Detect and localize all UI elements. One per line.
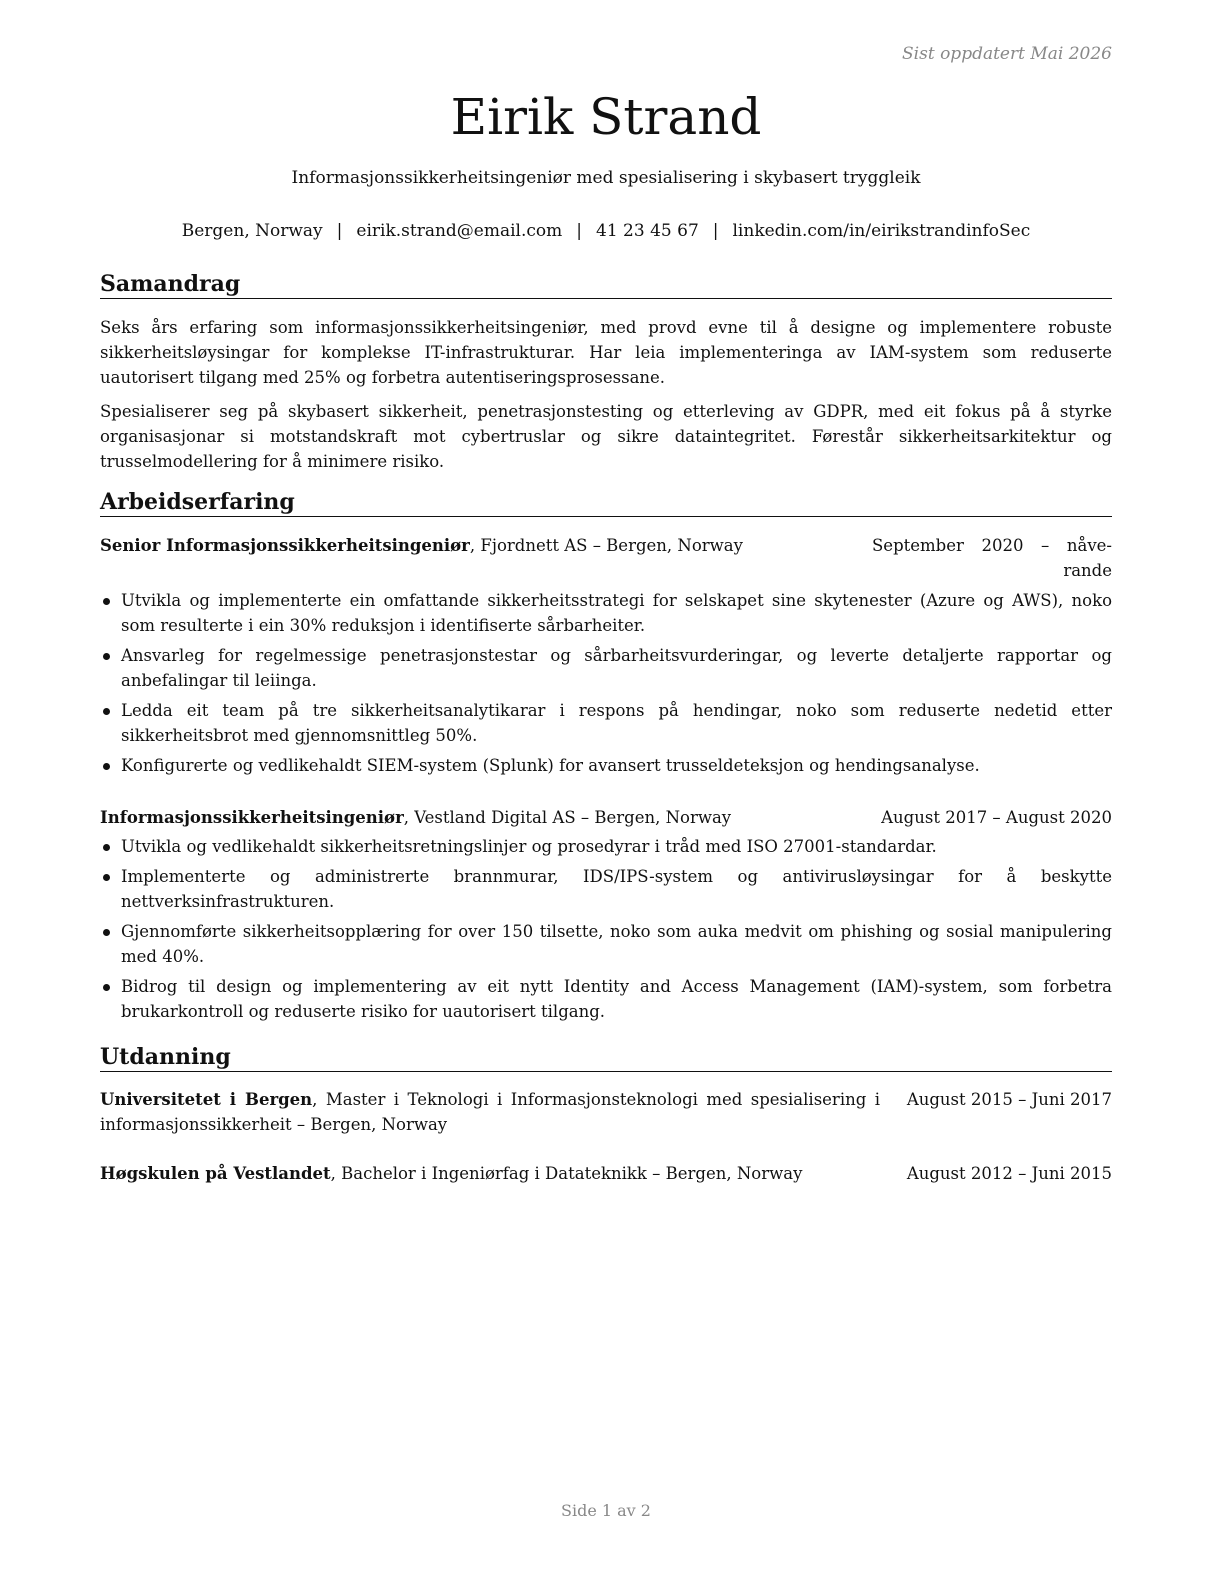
summary-paragraph: Spesialiserer seg på skybasert sikkerheit, penetrasjonstesting og etterleving av GDPR, med eit fokus på å styrke organisasjonar si motstandskraft mot cybertruslar og sikre dataintegritet. Førestår sikkerheitsarkitektur og trusselmodellering for å minimere risiko. (100, 402, 1112, 471)
person-name: Eirik Strand (450, 88, 762, 146)
list-item (100, 864, 1112, 914)
bullet-text: Implementerte og administrerte brannmurar, IDS/IPS-system og antivirusløysingar for å beskytte nettverksinfrastrukturen. (121, 867, 1112, 911)
education-title (100, 1161, 802, 1186)
job-dates: August 2017 – August 2020 (881, 808, 1112, 827)
bullet-icon (103, 598, 110, 605)
section-title-education: Utdanning (100, 1043, 1112, 1072)
bullet-icon (103, 929, 110, 936)
headline: Informasjonssikkerheitsingeniør med spesialisering i skybasert tryggleik (291, 168, 921, 188)
job-bullets (100, 588, 1112, 783)
section-title-experience: Arbeidserfaring (100, 488, 1112, 517)
list-item (100, 753, 1112, 778)
list-item (100, 919, 1112, 969)
bullet-icon (103, 763, 110, 770)
school-name: Universitetet i Bergen (100, 1090, 313, 1109)
bullet-text: Bidrog til design og implementering av eit nytt Identity and Access Management (IAM)-system, som forbetra brukarkontroll og reduserte risiko for uautorisert tilgang. (121, 977, 1112, 1021)
bullet-text: Utvikla og vedlikehaldt sikkerheitsretningslinjer og prosedyrar i tråd med ISO 27001-standardar. (121, 837, 937, 856)
contact-separator: | (576, 221, 583, 241)
school-name: Høgskulen på Vestlandet (100, 1164, 331, 1183)
job-title (100, 805, 731, 830)
page-number: Side 1 av 2 (561, 1501, 651, 1520)
bullet-icon (103, 844, 110, 851)
job-dates (872, 533, 1112, 583)
education-detail: , Master i Teknologi i Informasjonsteknologi med spesialisering i informasjonssikkerheit – Bergen, Norway (100, 1090, 880, 1134)
resume-page (100, 0, 1112, 1584)
list-item (100, 834, 1112, 859)
bullet-text: Konfigurerte og vedlikehaldt SIEM-system (Splunk) for avansert trusseldeteksjon og hendingsanalyse. (121, 756, 980, 775)
contact-linkedin[interactable]: linkedin.com/in/eirikstrandinfoSec (732, 221, 1031, 241)
list-item (100, 643, 1112, 693)
job-role: Informasjonssikkerheitsingeniør (100, 808, 404, 827)
bullet-text: Gjennomførte sikkerheitsopplæring for over 150 tilsette, noko som auka medvit om phishing og sosial manipulering med 40%. (121, 922, 1112, 966)
section-title-summary: Samandrag (100, 270, 1112, 299)
education-dates: August 2015 – Juni 2017 (906, 1090, 1112, 1109)
contact-email[interactable]: eirik.strand@email.com (356, 221, 563, 241)
contact-separator: | (336, 221, 343, 241)
list-item (100, 588, 1112, 638)
education-dates: August 2012 – Juni 2015 (906, 1164, 1112, 1183)
bullet-text: Ansvarleg for regelmessige penetrasjonstestar og sårbarheitsvurderingar, og leverte detaljerte rapportar og anbefalingar til leiinga. (121, 646, 1112, 690)
list-item (100, 698, 1112, 748)
job-company: , Fjordnett AS – Bergen, Norway (469, 536, 743, 555)
bullet-icon (103, 708, 110, 715)
bullet-text: Utvikla og implementerte ein omfattande sikkerheitsstrategi for selskapet sine skytenester (Azure og AWS), noko som resulterte i ein 30% reduksjon i identifiserte sårbarheiter. (121, 591, 1112, 635)
bullet-icon (103, 984, 110, 991)
job-dates-line: rande (1063, 561, 1112, 580)
bullet-icon (103, 653, 110, 660)
last-updated: Sist oppdatert Mai 2026 (902, 44, 1112, 64)
education-title (100, 1087, 880, 1137)
job-bullets (100, 834, 1112, 1029)
contact-location: Bergen, Norway (181, 221, 323, 241)
job-role: Senior Informasjonssikkerheitsingeniør (100, 536, 470, 555)
list-item (100, 974, 1112, 1024)
bullet-icon (103, 874, 110, 881)
job-company: , Vestland Digital AS – Bergen, Norway (403, 808, 732, 827)
bullet-text: Ledda eit team på tre sikkerheitsanalytikarar i respons på hendingar, noko som reduserte nedetid etter sikkerheitsbrot med gjennomsnittleg 50%. (121, 701, 1112, 745)
contact-phone: 41 23 45 67 (596, 221, 699, 241)
contact-line (100, 219, 1112, 243)
job-dates-line: September 2020 – nåve- (872, 536, 1112, 555)
job-title (100, 533, 743, 558)
summary-paragraph: Seks års erfaring som informasjonssikkerheitsingeniør, med provd evne til å designe og implementere robuste sikkerheitsløysingar for komplekse IT-infrastrukturar. Har leia implementeringa av IAM-system som reduserte uautorisert tilgang med 25% og forbetra autentiseringsprosessane. (100, 318, 1112, 387)
education-detail: , Bachelor i Ingeniørfag i Datateknikk – Bergen, Norway (330, 1164, 803, 1183)
contact-separator: | (712, 221, 719, 241)
